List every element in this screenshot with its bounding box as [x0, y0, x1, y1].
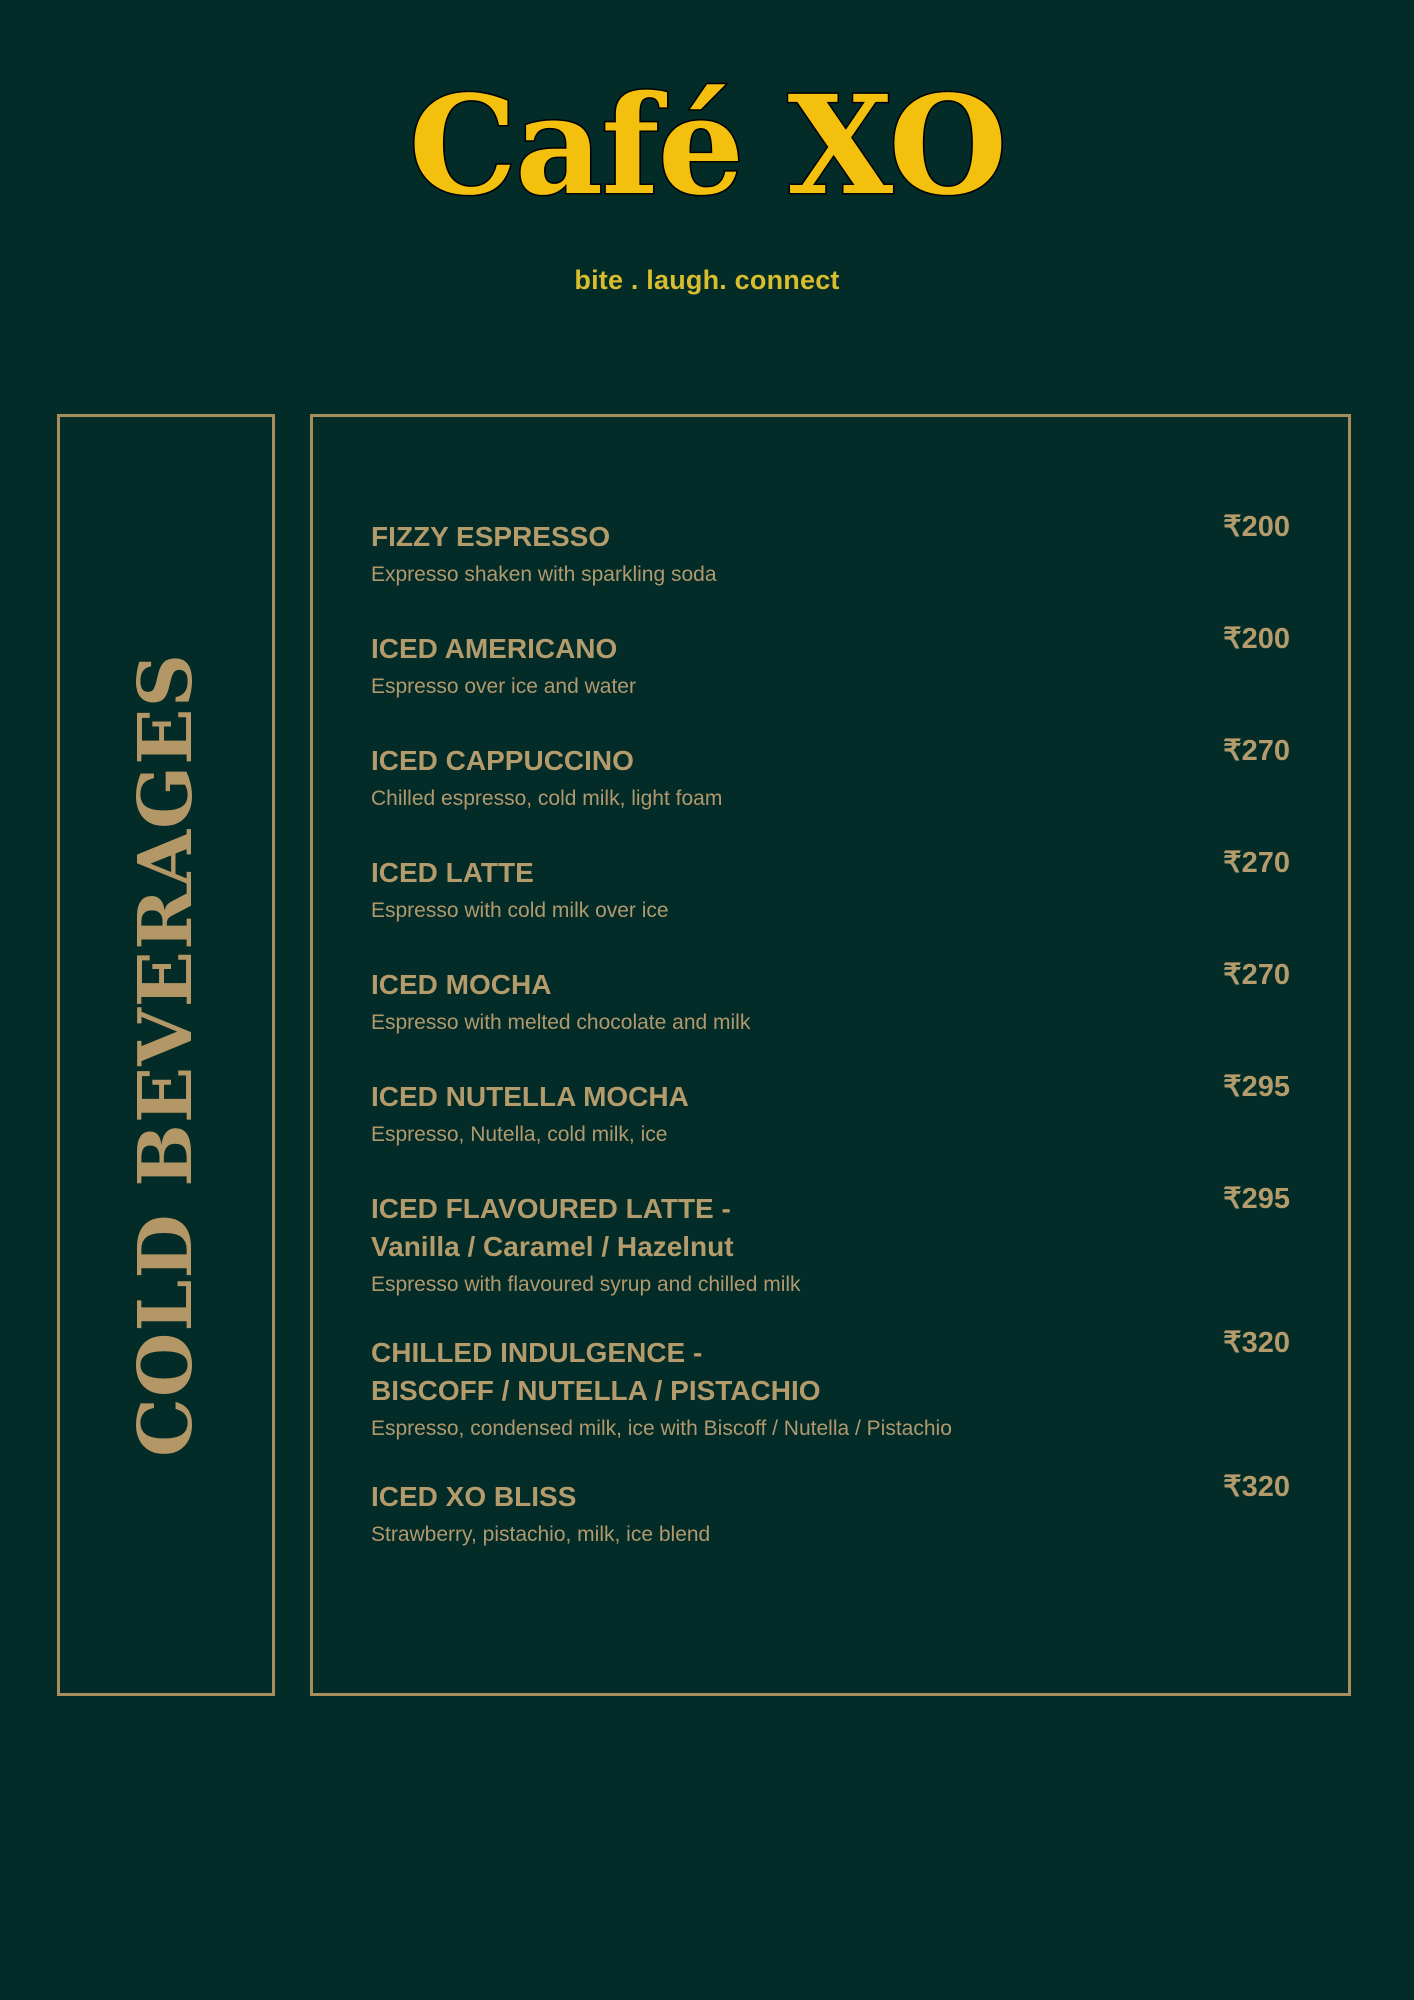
menu-item-name: ICED CAPPUCCINO	[371, 745, 634, 776]
menu-item-description: Espresso with flavoured syrup and chilled milk	[371, 1273, 801, 1296]
menu-item-price: ₹270	[1223, 735, 1290, 767]
menu-item-price: ₹270	[1223, 847, 1290, 879]
menu-item-price: ₹200	[1223, 511, 1290, 543]
menu-item-description: Espresso, Nutella, cold milk, ice	[371, 1123, 668, 1146]
cafe-logo: Café XO	[408, 66, 1006, 226]
menu-item-name-line2: Vanilla / Caramel / Hazelnut	[371, 1231, 734, 1262]
menu-item-description: Espresso, condensed milk, ice with Biscoff / Nutella / Pistachio	[371, 1417, 952, 1440]
menu-item-description: Chilled espresso, cold milk, light foam	[371, 787, 723, 810]
menu-item-name-line2: BISCOFF / NUTELLA / PISTACHIO	[371, 1375, 821, 1406]
menu-item-description: Espresso with melted chocolate and milk	[371, 1011, 751, 1034]
section-title: COLD BEVERAGES	[123, 652, 209, 1458]
menu-item-name: ICED MOCHA	[371, 969, 552, 1000]
menu-item-price: ₹295	[1223, 1071, 1290, 1103]
menu-item-name-line1: CHILLED INDULGENCE -	[371, 1337, 703, 1368]
menu-item-name	[371, 1190, 734, 1266]
menu-item-price: ₹320	[1223, 1471, 1290, 1503]
section-title-panel	[57, 414, 275, 1696]
menu-item-name: ICED AMERICANO	[371, 633, 618, 664]
menu-item-name-line1: ICED FLAVOURED LATTE -	[371, 1193, 731, 1224]
menu-panel	[310, 414, 1351, 1696]
menu-item-price: ₹270	[1223, 959, 1290, 991]
menu-item-description: Espresso with cold milk over ice	[371, 899, 669, 922]
menu-item-name: FIZZY ESPRESSO	[371, 521, 611, 552]
menu-item-name: ICED XO BLISS	[371, 1481, 577, 1512]
menu-item-name: ICED NUTELLA MOCHA	[371, 1081, 689, 1112]
menu-item-name: ICED LATTE	[371, 857, 534, 888]
tagline: bite . laugh. connect	[574, 265, 840, 295]
menu-item-description: Expresso shaken with sparkling soda	[371, 563, 717, 586]
menu-item-price: ₹295	[1223, 1183, 1290, 1215]
menu-item-price: ₹320	[1223, 1327, 1290, 1359]
menu-item-name	[371, 1334, 821, 1410]
menu-item-description: Espresso over ice and water	[371, 675, 636, 698]
menu-item-description: Strawberry, pistachio, milk, ice blend	[371, 1523, 711, 1546]
menu-item-price: ₹200	[1223, 623, 1290, 655]
